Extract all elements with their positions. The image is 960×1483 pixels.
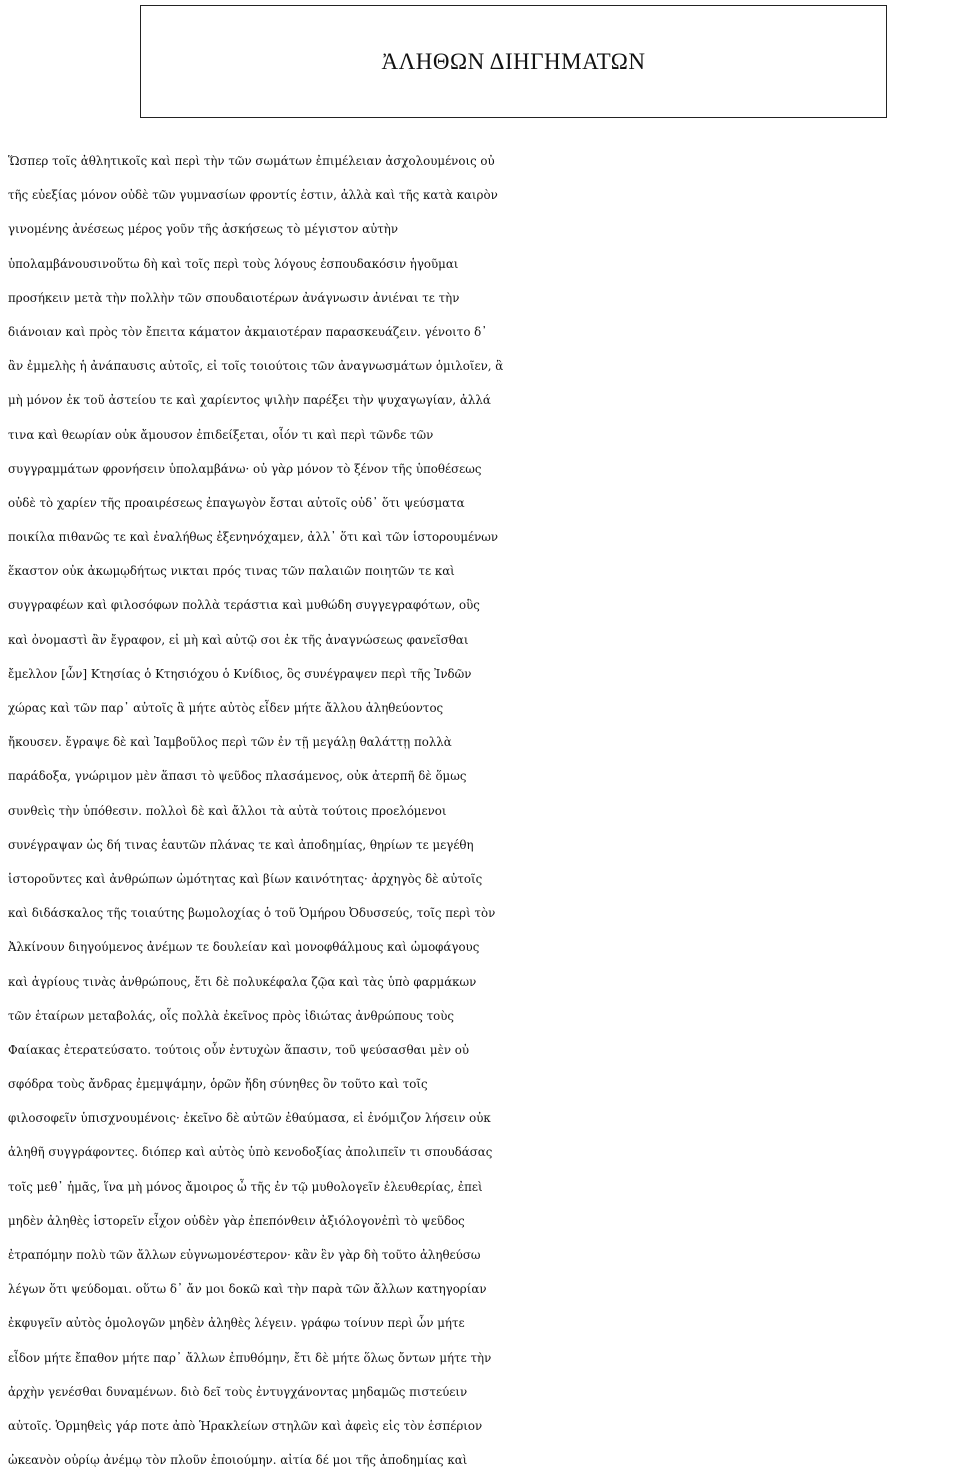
text-line: μηδὲν ἀληθὲς ἱστορεῖν εἶχον οὐδὲν γὰρ ἐπεπόνθειν ἀξιόλογονἐπὶ τὸ ψεῦδος <box>8 1213 465 1228</box>
text-line: παράδοξα, γνώριμον μὲν ἅπασι τὸ ψεῦδος πλασάμενος, οὐκ ἀτερπῆ δὲ ὅμως <box>8 769 467 784</box>
text-line: συνέγραψαν ὡς δή τινας ἑαυτῶν πλάνας τε καὶ ἀποδημίας, θηρίων τε μεγέθη <box>8 837 474 852</box>
page-title: ἈΛΗΘΩΝ ΔΙΗΓΗΜΑΤΩΝ <box>381 48 646 74</box>
text-line: φιλοσοφεῖν ὑπισχνουμένοις· ἐκεῖνο δὲ αὐτῶν ἐθαύμασα, εἰ ἐνόμιζον λήσειν οὐκ <box>8 1111 491 1126</box>
text-line: ἀληθῆ συγγράφοντες. διόπερ καὶ αὐτὸς ὑπὸ κενοδοξίας ἀπολιπεῖν τι σπουδάσας <box>8 1145 493 1160</box>
text-line: καὶ ἀγρίους τινὰς ἀνθρώπους, ἔτι δὲ πολυκέφαλα ζῷα καὶ τὰς ὑπὸ φαρμάκων <box>8 974 477 989</box>
text-line: καὶ ὀνομαστὶ ἂν ἔγραφον, εἰ μὴ καὶ αὐτῷ σοι ἐκ τῆς ἀναγνώσεως φανεῖσθαι <box>8 632 469 647</box>
text-line: προσήκειν μετὰ τὴν πολλὴν τῶν σπουδαιοτέρων ἀνάγνωσιν ἀνιέναι τε τὴν <box>8 290 460 305</box>
title-box <box>140 5 887 118</box>
text-line: εἶδον μήτε ἔπαθον μήτε παρ᾽ ἄλλων ἐπυθόμην, ἔτι δὲ μήτε ὅλως ὄντων μήτε τὴν <box>8 1350 492 1365</box>
text-line: ἕκαστον οὐκ ἀκωμῳδήτως νικται πρός τινας τῶν παλαιῶν ποιητῶν τε καὶ <box>8 564 455 579</box>
text-line: σφόδρα τοὺς ἄνδρας ἐμεμψάμην, ὁρῶν ἤδη σύνηθες ὂν τοῦτο καὶ τοῖς <box>8 1077 428 1092</box>
text-line: συγγραμμάτων φρονήσειν ὑπολαμβάνω· οὐ γὰρ μόνον τὸ ξένον τῆς ὑποθέσεως <box>8 461 482 476</box>
text-line: ὑπολαμβάνουσινοὕτω δὴ καὶ τοῖς περὶ τοὺς λόγους ἐσπουδακόσιν ἡγοῦμαι <box>8 256 459 271</box>
text-line: χώρας καὶ τῶν παρ᾽ αὐτοῖς ἃ μήτε αὐτὸς εἶδεν μήτε ἄλλου ἀληθεύοντος <box>8 701 444 715</box>
text-line: ὠκεανὸν οὐρίῳ ἀνέμῳ τὸν πλοῦν ἐποιούμην. αἰτία δέ μοι τῆς ἀποδημίας καὶ <box>8 1453 468 1468</box>
text-line: μὴ μόνον ἐκ τοῦ ἀστείου τε καὶ χαρίεντος ψιλὴν παρέξει τὴν ψυχαγωγίαν, ἀλλά <box>8 393 491 408</box>
text-line: ἤκουσεν. ἔγραψε δὲ καὶ Ἰαμβοῦλος περὶ τῶν ἐν τῇ μεγάλῃ θαλάττῃ πολλὰ <box>8 735 452 750</box>
text-line: Ἀλκίνουν διηγούμενος ἀνέμων τε δουλείαν καὶ μονοφθάλμους καὶ ὠμοφάγους <box>8 940 480 955</box>
text-line: τινα καὶ θεωρίαν οὐκ ἄμουσον ἐπιδείξεται, οἷόν τι καὶ περὶ τῶνδε τῶν <box>8 427 434 442</box>
text-line: ἂν ἐμμελὴς ἡ ἀνάπαυσις αὐτοῖς, εἰ τοῖς τοιούτοις τῶν ἀναγνωσμάτων ὁμιλοῖεν, ἃ <box>8 359 504 374</box>
text-line: οὐδὲ τὸ χαρίεν τῆς προαιρέσεως ἐπαγωγὸν ἔσται αὐτοῖς οὐδ᾽ ὅτι ψεύσματα <box>8 495 465 510</box>
text-line: τῶν ἑταίρων μεταβολάς, οἷς πολλὰ ἐκεῖνος πρὸς ἰδιώτας ἀνθρώπους τοὺς <box>8 1008 454 1023</box>
text-line: ἔμελλον [ὧν] Κτησίας ὁ Κτησιόχου ὁ Κνίδιος, ὃς συνέγραψεν περὶ τῆς Ἰνδῶν <box>8 666 472 681</box>
text-line: τοῖς μεθ᾽ ἡμᾶς, ἵνα μὴ μόνος ἄμοιρος ὦ τῆς ἐν τῷ μυθολογεῖν ἐλευθερίας, ἐπεὶ <box>8 1179 483 1194</box>
text-line: ἱστοροῦντες καὶ ἀνθρώπων ὠμότητας καὶ βίων καινότητας· ἀρχηγὸς δὲ αὐτοῖς <box>8 871 483 886</box>
text-line: λέγων ὅτι ψεύδομαι. οὕτω δ᾽ ἄν μοι δοκῶ καὶ τὴν παρὰ τῶν ἄλλων κατηγορίαν <box>8 1282 487 1297</box>
text-line: συνθεὶς τὴν ὑπόθεσιν. πολλοὶ δὲ καὶ ἄλλοι τὰ αὐτὰ τούτοις προελόμενοι <box>8 803 447 818</box>
text-line: τῆς εὐεξίας μόνον οὐδὲ τῶν γυμνασίων φροντίς ἐστιν, ἀλλὰ καὶ τῆς κατὰ καιρὸν <box>8 188 498 203</box>
text-line: Ὥσπερ τοῖς ἀθλητικοῖς καὶ περὶ τὴν τῶν σωμάτων ἐπιμέλειαν ἀσχολουμένοις οὐ <box>8 154 495 168</box>
text-line: διάνοιαν καὶ πρὸς τὸν ἔπειτα κάματον ἀκμαιοτέραν παρασκευάζειν. γένοιτο δ᾽ <box>8 324 488 339</box>
text-line: Φαίακας ἐτερατεύσατο. τούτοις οὖν ἐντυχὼν ἅπασιν, τοῦ ψεύσασθαι μὲν οὐ <box>8 1042 470 1057</box>
body-text <box>8 144 958 1477</box>
text-line: αὐτοῖς. Ὁρμηθεὶς γάρ ποτε ἀπὸ Ἡρακλείων στηλῶν καὶ ἀφεὶς εἰς τὸν ἑσπέριον <box>8 1418 483 1433</box>
text-line: ἀρχὴν γενέσθαι δυναμένων. διὸ δεῖ τοὺς ἐντυγχάνοντας μηδαμῶς πιστεύειν <box>8 1384 468 1399</box>
text-line: ἐτραπόμην πολὺ τῶν ἄλλων εὐγνωμονέστερον· κἂν ἓν γὰρ δὴ τοῦτο ἀληθεύσω <box>8 1248 481 1262</box>
text-line: ποικίλα πιθανῶς τε καὶ ἐναλήθως ἐξενηνόχαμεν, ἀλλ᾽ ὅτι καὶ τῶν ἱστορουμένων <box>8 530 499 545</box>
text-line: ἐκφυγεῖν αὐτὸς ὁμολογῶν μηδὲν ἀληθὲς λέγειν. γράφω τοίνυν περὶ ὧν μήτε <box>8 1316 465 1331</box>
text-line: συγγραφέων καὶ φιλοσόφων πολλὰ τεράστια καὶ μυθώδη συγγεγραφότων, οὓς <box>8 598 480 613</box>
text-line: γινομένης ἀνέσεως μέρος γοῦν τῆς ἀσκήσεως τὸ μέγιστον αὐτὴν <box>8 222 399 237</box>
text-line: καὶ διδάσκαλος τῆς τοιαύτης βωμολοχίας ὁ τοῦ Ὁμήρου Ὀδυσσεύς, τοῖς περὶ τὸν <box>8 906 496 921</box>
